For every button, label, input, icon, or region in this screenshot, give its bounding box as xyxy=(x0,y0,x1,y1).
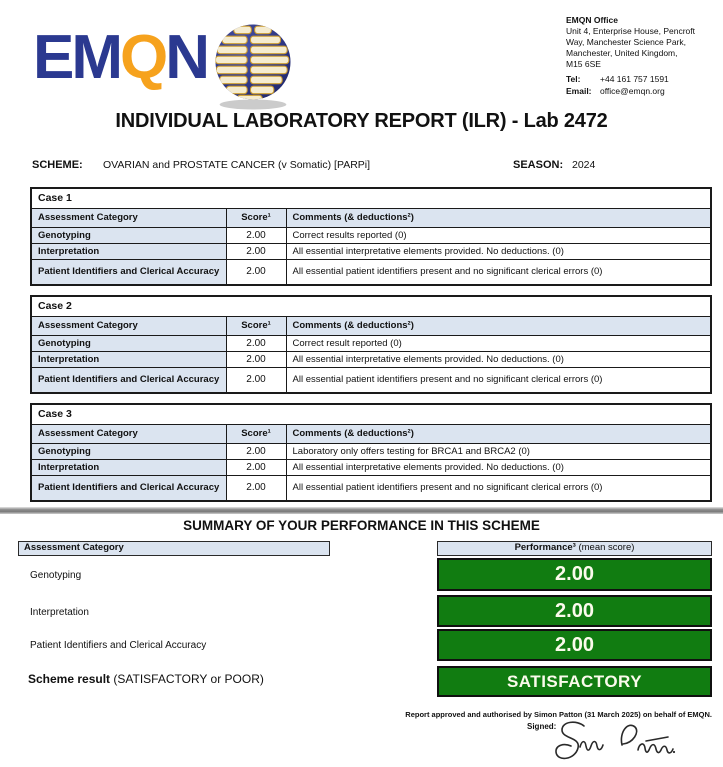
office-address-line: Manchester, United Kingdom, xyxy=(566,48,678,58)
score-value: 2.00 xyxy=(555,563,594,585)
score-cell: 2.00 xyxy=(226,259,286,285)
summary-category-header: Assessment Category xyxy=(18,541,330,556)
column-header-score: Score¹ xyxy=(226,424,286,443)
column-header-category: Assessment Category xyxy=(31,208,226,227)
case-title: Case 2 xyxy=(31,296,711,316)
case-title: Case 1 xyxy=(31,188,711,208)
office-address-line: Way, Manchester Science Park, xyxy=(566,37,686,47)
table-row xyxy=(31,367,711,393)
case-title: Case 3 xyxy=(31,404,711,424)
office-contact-block xyxy=(566,15,718,97)
score-value: 2.00 xyxy=(555,633,594,656)
category-cell: Genotyping xyxy=(31,443,226,459)
column-header-score: Score¹ xyxy=(226,208,286,227)
category-cell: Interpretation xyxy=(31,459,226,475)
comment-cell: All essential interpretative elements provided. No deductions. (0) xyxy=(286,459,711,475)
case-2-table xyxy=(30,295,712,394)
summary-performance-header xyxy=(437,541,712,556)
globe-icon xyxy=(211,22,295,112)
summary-row-label: Genotyping xyxy=(30,570,82,581)
category-cell: Patient Identifiers and Clerical Accuracy xyxy=(31,259,226,285)
email-label: Email: xyxy=(566,86,592,96)
comment-cell: Correct results reported (0) xyxy=(286,227,711,243)
summary-row-label: Interpretation xyxy=(30,607,89,618)
comment-cell: All essential interpretative elements provided. No deductions. (0) xyxy=(286,351,711,367)
scheme-result-label xyxy=(28,672,264,686)
score-cell: 2.00 xyxy=(226,475,286,501)
comment-cell: Laboratory only offers testing for BRCA1 and BRCA2 (0) xyxy=(286,443,711,459)
signed-label: Signed: xyxy=(527,722,557,731)
score-cell: 2.00 xyxy=(226,351,286,367)
signature xyxy=(550,719,678,767)
comment-cell: Correct result reported (0) xyxy=(286,335,711,351)
office-title: EMQN Office xyxy=(566,15,618,25)
score-cell: 2.00 xyxy=(226,367,286,393)
category-cell: Interpretation xyxy=(31,351,226,367)
comment-cell: All essential patient identifiers present and no significant clerical errors (0) xyxy=(286,475,711,501)
case-1-table xyxy=(30,187,712,286)
email-value: office@emqn.org xyxy=(600,86,665,96)
column-header-comments: Comments (& deductions²) xyxy=(286,208,711,227)
table-row xyxy=(31,459,711,475)
score-value: 2.00 xyxy=(555,599,594,622)
summary-row-label: Patient Identifiers and Clerical Accuracy xyxy=(30,640,207,651)
summary-title: SUMMARY OF YOUR PERFORMANCE IN THIS SCHEME xyxy=(183,518,540,533)
logo-q: Q xyxy=(120,23,166,92)
comment-cell: All essential patient identifiers present and no significant clerical errors (0) xyxy=(286,259,711,285)
category-cell: Genotyping xyxy=(31,335,226,351)
performance-score-box xyxy=(437,558,712,591)
scheme-result-value: SATISFACTORY xyxy=(506,671,643,691)
performance-score-box xyxy=(437,629,712,661)
score-cell: 2.00 xyxy=(226,335,286,351)
scheme-result-label-bold: Scheme result xyxy=(28,672,111,686)
table-row xyxy=(31,259,711,285)
category-cell: Interpretation xyxy=(31,243,226,259)
score-cell: 2.00 xyxy=(226,443,286,459)
comment-cell: All essential interpretative elements provided. No deductions. (0) xyxy=(286,243,711,259)
category-cell: Patient Identifiers and Clerical Accuracy xyxy=(31,475,226,501)
score-cell: 2.00 xyxy=(226,227,286,243)
case-3-table xyxy=(30,403,712,502)
score-cell: 2.00 xyxy=(226,243,286,259)
logo-em: EM xyxy=(33,23,120,92)
scheme-result-note: (SATISFACTORY or POOR) xyxy=(110,672,264,686)
table-row xyxy=(31,335,711,351)
performance-header-bold: Performance³ xyxy=(514,542,576,553)
office-address-line: Unit 4, Enterprise House, Pencroft xyxy=(566,26,695,36)
scheme-result-box xyxy=(437,666,712,697)
table-row xyxy=(31,475,711,501)
column-header-category: Assessment Category xyxy=(31,424,226,443)
emqn-logo xyxy=(33,20,295,112)
tel-value: +44 161 757 1591 xyxy=(600,74,669,84)
performance-score-box xyxy=(437,595,712,627)
table-row xyxy=(31,243,711,259)
category-cell: Genotyping xyxy=(31,227,226,243)
column-header-comments: Comments (& deductions²) xyxy=(286,316,711,335)
season-value: 2024 xyxy=(572,159,596,171)
performance-header-note: (mean score) xyxy=(575,542,635,553)
emqn-logo-text xyxy=(33,20,207,96)
tel-label: Tel: xyxy=(566,74,581,84)
season-label: SEASON: xyxy=(513,159,564,171)
scheme-value: OVARIAN and PROSTATE CANCER (v Somatic) [PARPi] xyxy=(103,159,371,171)
score-cell: 2.00 xyxy=(226,459,286,475)
table-row xyxy=(31,227,711,243)
section-divider xyxy=(0,507,723,514)
column-header-score: Score¹ xyxy=(226,316,286,335)
table-row xyxy=(31,351,711,367)
column-header-comments: Comments (& deductions²) xyxy=(286,424,711,443)
scheme-label: SCHEME: xyxy=(32,159,83,171)
page-title: INDIVIDUAL LABORATORY REPORT (ILR) - Lab 2472 xyxy=(115,110,608,132)
table-row xyxy=(31,443,711,459)
column-header-category: Assessment Category xyxy=(31,316,226,335)
category-cell: Patient Identifiers and Clerical Accuracy xyxy=(31,367,226,393)
office-address-line: M15 6SE xyxy=(566,59,601,69)
comment-cell: All essential patient identifiers present and no significant clerical errors (0) xyxy=(286,367,711,393)
logo-n: N xyxy=(165,23,208,92)
approval-statement: Report approved and authorised by Simon Patton (31 March 2025) on behalf of EMQN. xyxy=(405,710,712,719)
